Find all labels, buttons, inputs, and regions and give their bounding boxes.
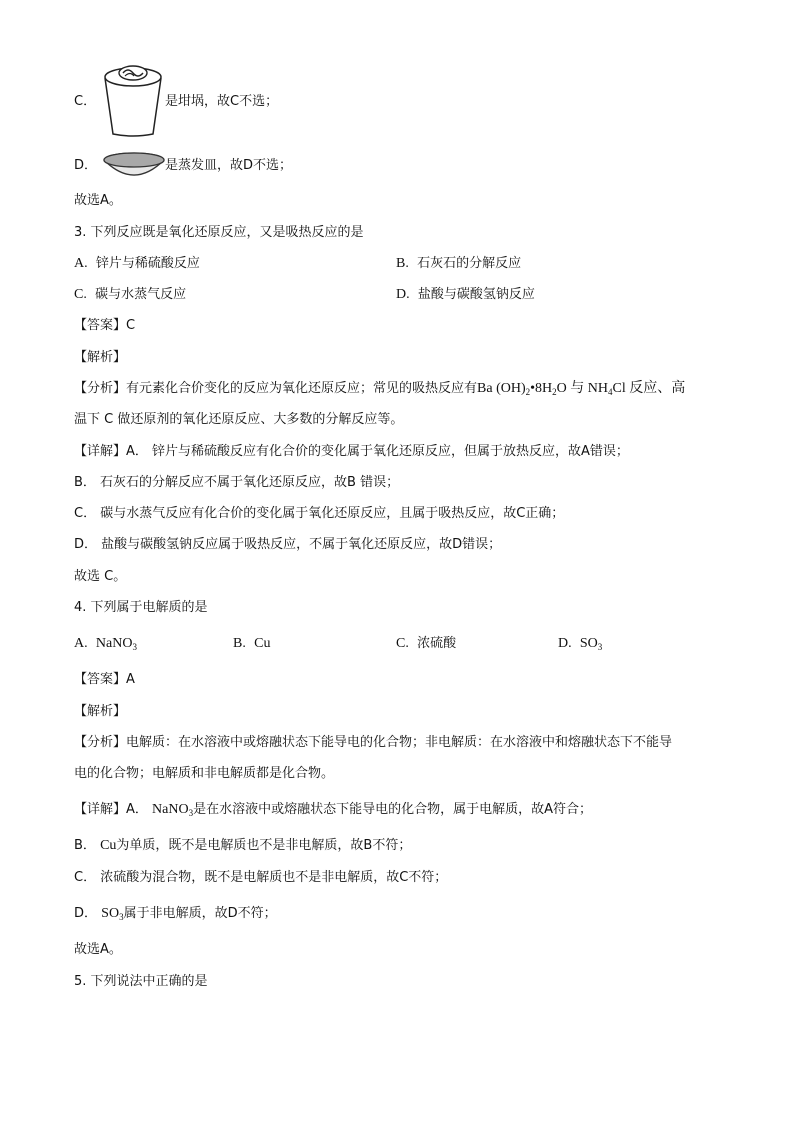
q4-detail-b: B． Cu为单质，既不是电解质也不是非电解质，故B不符； — [74, 838, 412, 853]
q4-option-c: C. 浓硫酸 — [396, 636, 457, 651]
q3-fenxi-line1: 【分析】有元素化合价变化的反应为氧化还原反应；常见的吸热反应有Ba $(OH)_2•8H_2O$ 与 $NH_4Cl$ 反应、高 — [74, 381, 686, 397]
q3-option-a: A. 锌片与稀硫酸反应 — [74, 256, 200, 271]
option-c-label: C． — [74, 94, 97, 109]
option-c-text: 是坩埚，故C不选； — [165, 94, 279, 109]
evaporating-dish-illustration — [102, 150, 166, 178]
q4-option-b: B. Cu — [233, 636, 271, 651]
option-c-line — [74, 93, 96, 111]
q3-answer: 【答案】C — [74, 318, 136, 333]
q3-detail-b: B． 石灰石的分解反应不属于氧化还原反应，故B 错误； — [74, 475, 400, 490]
q3-detail-c: C． 碳与水蒸气反应有化合价的变化属于氧化还原反应，且属于吸热反应，故C正确； — [74, 506, 565, 521]
q4-detail-a: 【详解】A． NaNO$_3$是在水溶液中或熔融状态下能导电的化合物，属于电解质，故A符合； — [74, 802, 592, 818]
q3-detail-a: 【详解】A． 锌片与稀硫酸反应有化合价的变化属于氧化还原反应，但属于放热反应，故A错误； — [74, 444, 629, 459]
q3-option-b: B. 石灰石的分解反应 — [396, 256, 522, 271]
option-d-label: D． — [74, 158, 98, 173]
q4-select: 故选A。 — [74, 942, 122, 957]
option-d-line — [74, 157, 97, 175]
q4-answer: 【答案】A — [74, 672, 135, 687]
q4-analysis-tag: 【解析】 — [74, 704, 127, 719]
q2-select: 故选A。 — [74, 193, 122, 208]
option-d-text: 是蒸发皿，故D不选； — [165, 158, 293, 173]
q4-stem: 4. 下列属于电解质的是 — [74, 600, 208, 615]
q3-option-d: D. 盐酸与碳酸氢钠反应 — [396, 287, 535, 302]
q4-detail-d: D． $SO_3$属于非电解质，故D不符； — [74, 906, 277, 922]
q3-option-c: C. 碳与水蒸气反应 — [74, 287, 187, 302]
q3-detail-d: D． 盐酸与碳酸氢钠反应属于吸热反应，不属于氧化还原反应，故D错误； — [74, 537, 502, 552]
q5-stem: 5. 下列说法中正确的是 — [74, 974, 208, 989]
q3-analysis-tag: 【解析】 — [74, 350, 127, 365]
crucible-illustration — [101, 62, 165, 138]
q3-stem: 3. 下列反应既是氧化还原反应，又是吸热反应的是 — [74, 225, 364, 240]
q4-detail-c: C． 浓硫酸为混合物，既不是电解质也不是非电解质，故C不符； — [74, 870, 448, 885]
formula-baoh2: Ba $(OH)_2•8H_2O$ 与 $NH_4Cl$ 反应、高 — [477, 381, 686, 397]
q4-fenxi-line1: 【分析】电解质：在水溶液中或熔融状态下能导电的化合物；非电解质：在水溶液中和熔融状态下不能导 — [74, 735, 673, 750]
q4-fenxi-line2: 电的化合物；电解质和非电解质都是化合物。 — [74, 766, 335, 781]
q4-option-d: D. $SO_3$ — [558, 636, 603, 652]
q3-select: 故选 C。 — [74, 569, 127, 584]
q3-fenxi-line2: 温下 C 做还原剂的氧化还原反应、大多数的分解反应等。 — [74, 412, 404, 427]
q4-option-a: A. NaNO$_3$ — [74, 636, 137, 652]
